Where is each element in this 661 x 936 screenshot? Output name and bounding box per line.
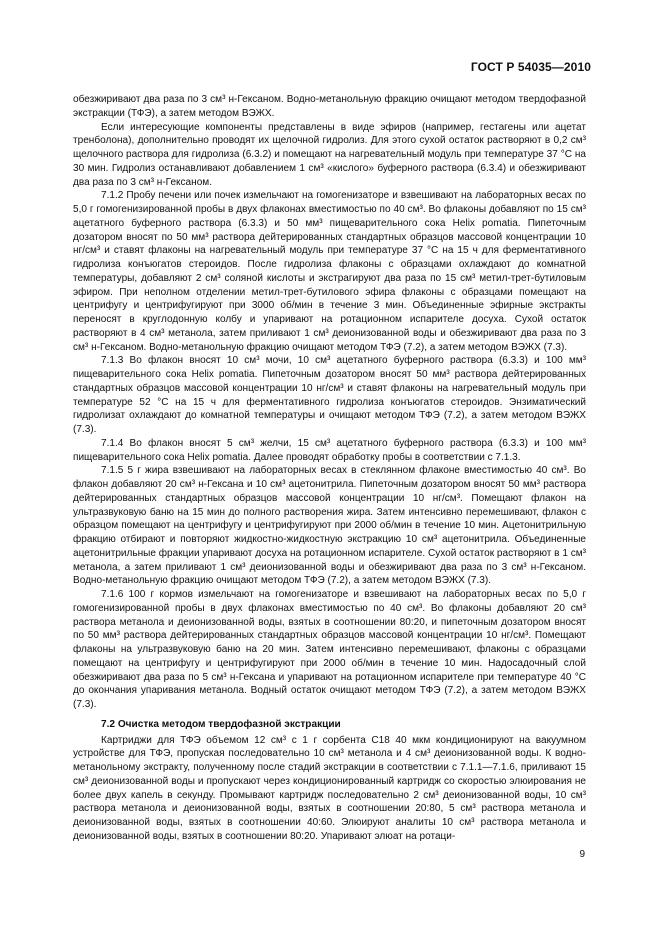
section-heading-7-2: 7.2 Очистка методом твердофазной экстракции (101, 718, 341, 730)
page-body (73, 93, 586, 844)
page-number: 9 (579, 849, 585, 860)
paragraph-7-2-body: Картриджи для ТФЭ объемом 12 см³ с 1 г сорбента С18 40 мкм кондиционируют на вакуумном устройстве для ТФЭ, пропуская последовательно 10 см³ метанола и 4 см³ деионизованной воды. К водно-метанольному экстракту, полученному после стадий экстракции в соответствии с 7.1.1—7.1.6, приливают 15 см³ деионизованной воды и пропускают через кондиционированный картридж со скоростью элюирования не более двух капель в секунду. Промывают картридж последовательно 2 см³ деионизованной воды, 10 см³ раствора метанола и деионизованной воды, взятых в соотношении 20:80, 5 см³ раствора метанола и деионизованной воды, взятых в соотношении 40:60. Элюируют аналиты 10 см³ раствора метанола и деионизованной воды, взятых в соотношении 80:20. Упаривают элюат на ротаци- (73, 734, 586, 842)
paragraph-0: обезжиривают два раза по 3 см³ н-Гексаном. Водно-метанольную фракцию очищают методом твердофазной экстракции (ТФЭ), а затем методом ВЭЖХ. (73, 94, 586, 119)
paragraph-1: Если интересующие компоненты представлены в виде эфиров (например, гестагены или ацетат тренболона), дополнительно проводят их щелочной гидролиз. Для этого сухой остаток растворяют в 0,2 см³ щелочного раствора для гидролиза (6.3.2) и помещают на нагревательный модуль при температуре 37 °С на 30 мин. Гидролиз останавливают добавлением 1 см³ «кислого» буферного раствора (6.3.4) и обезжиривают два раза по 3 см³ н-Гексаном. (73, 121, 586, 188)
paragraph-7-1-3: 7.1.3 Во флакон вносят 10 см³ мочи, 10 см³ ацетатного буферного раствора (6.3.3) и 100 мм³ пищеварительного сока Helix pomatia. Пипеточным дозатором вносят 50 мм³ раствора дейтерированных стандартных образцов массовой концентрации 10 нг/см³ и ставят флаконы на нагревательный модуль при температуре 52 °С на 15 ч для ферментативного гидролиза конъюгатов стероидов. Энзиматический гидролизат охлаждают до комнатной температуры и очищают методом ТФЭ (7.2), а затем методом ВЭЖХ (7.3). (73, 355, 586, 435)
paragraph-7-1-6: 7.1.6 100 г кормов измельчают на гомогенизаторе и взвешивают на лабораторных весах по 5,0 г гомогенизированной пробы в двух флаконах вместимостью по 40 см³. Во флаконы добавляют 20 см³ раствора метанола и деионизованной воды, взятых в соотношении 80:20, и пипеточным дозатором вносят по 50 мм³ раствора дейтерированных стандартных образцов массовой концентрации 10 нг/см³. Помещают флаконы на ультразвуковую баню на 20 мин. Затем интенсивно перемешивают, флаконы с образцами помещают на центрифугу и центрифугируют при 2000 об/мин в течение 10 мин. Надосадочный слой обезжиривают два раза по 5 см³ н-Гексана и упаривают на ротационном испарителе при температуре 40 °С до окончания упаривания метанола. Водный остаток очищают методом ТФЭ (7.2), а затем методом ВЭЖХ (7.3). (73, 589, 586, 710)
paragraph-7-1-4: 7.1.4 Во флакон вносят 5 см³ желчи, 15 см³ ацетатного буферного раствора (6.3.3) и 100 мм³ пищеварительного сока Helix pomatia. Далее проводят обработку пробы в соответствии с 7.1.3. (73, 437, 586, 463)
paragraph-7-1-2: 7.1.2 Пробу печени или почек измельчают на гомогенизаторе и взвешивают на лабораторных весах по 5,0 г гомогенизированной пробы в двух флаконах вместимостью по 40 см³. Во флаконы добавляют по 15 см³ ацетатного буферного раствора (6.3.3) и 50 мм³ пищеварительного сока Helix pomatia. Пипеточным дозатором вносят по 50 мм³ раствора дейтерированных стандартных образцов массовой концентрации 10 нг/см³ и ставят флаконы на нагревательный модуль при температуре 37 °С на 15 ч для ферментативного гидролиза конъюгатов стероидов. После гидролиза флаконы с образцами охлаждают до комнатной температуры, добавляют 2 см³ соляной кислоты и экстрагируют два раза по 15 см³ метил-трет-бутиловым эфиром. При неполном отделении метил-трет-бутилового эфира флаконы с образцами помещают на центрифугу и центрифугируют при 3000 об/мин в течение 3 мин. Объединенные эфирные экстракты переносят в круглодонную колбу и упаривают на ротационном испарителе досуха. Сухой остаток растворяют в 4 см³ метанола, затем приливают 1 см³ деионизованной воды и обезжиривают два раза по 3 см³ н-Гексаном. Водно-метанольную фракцию очищают методом ТФЭ (7.2), а затем методом ВЭЖХ (7.3). (73, 190, 586, 353)
document-code-header: ГОСТ Р 54035—2010 (470, 60, 591, 74)
paragraph-7-1-5: 7.1.5 5 г жира взвешивают на лабораторных весах в стеклянном флаконе вместимостью 40 см³. Во флакон добавляют 20 см³ н-Гексана и 10 см³ ацетонитрила. Пипеточным дозатором вносят 50 мм³ раствора дейтерированных стандартных образцов массовой концентрации 10 нг/см³. Помещают флакон на ультразвуковую баню на 15 мин до полного растворения жира. Затем интенсивно перемешивают, флакон с образцом помещают на центрифугу и центрифугируют при 2000 об/мин в течение 10 мин. Ацетонитрильную фракцию отбирают и повторяют жидкостно-жидкостную экстракцию 10 см³ ацетонитрила. Объединенные ацетонитрильные фракции упаривают досуха на ротационном испарителе. Сухой остаток растворяют в 1 см³ метанола, а затем приливают 1 см³ деионизованной воды и обезжиривают два раза по 3 см³ н-Гексаном. Водно-метанольную фракцию очищают методом ТФЭ (7.2), а затем методом ВЭЖХ (7.3). (73, 465, 586, 587)
